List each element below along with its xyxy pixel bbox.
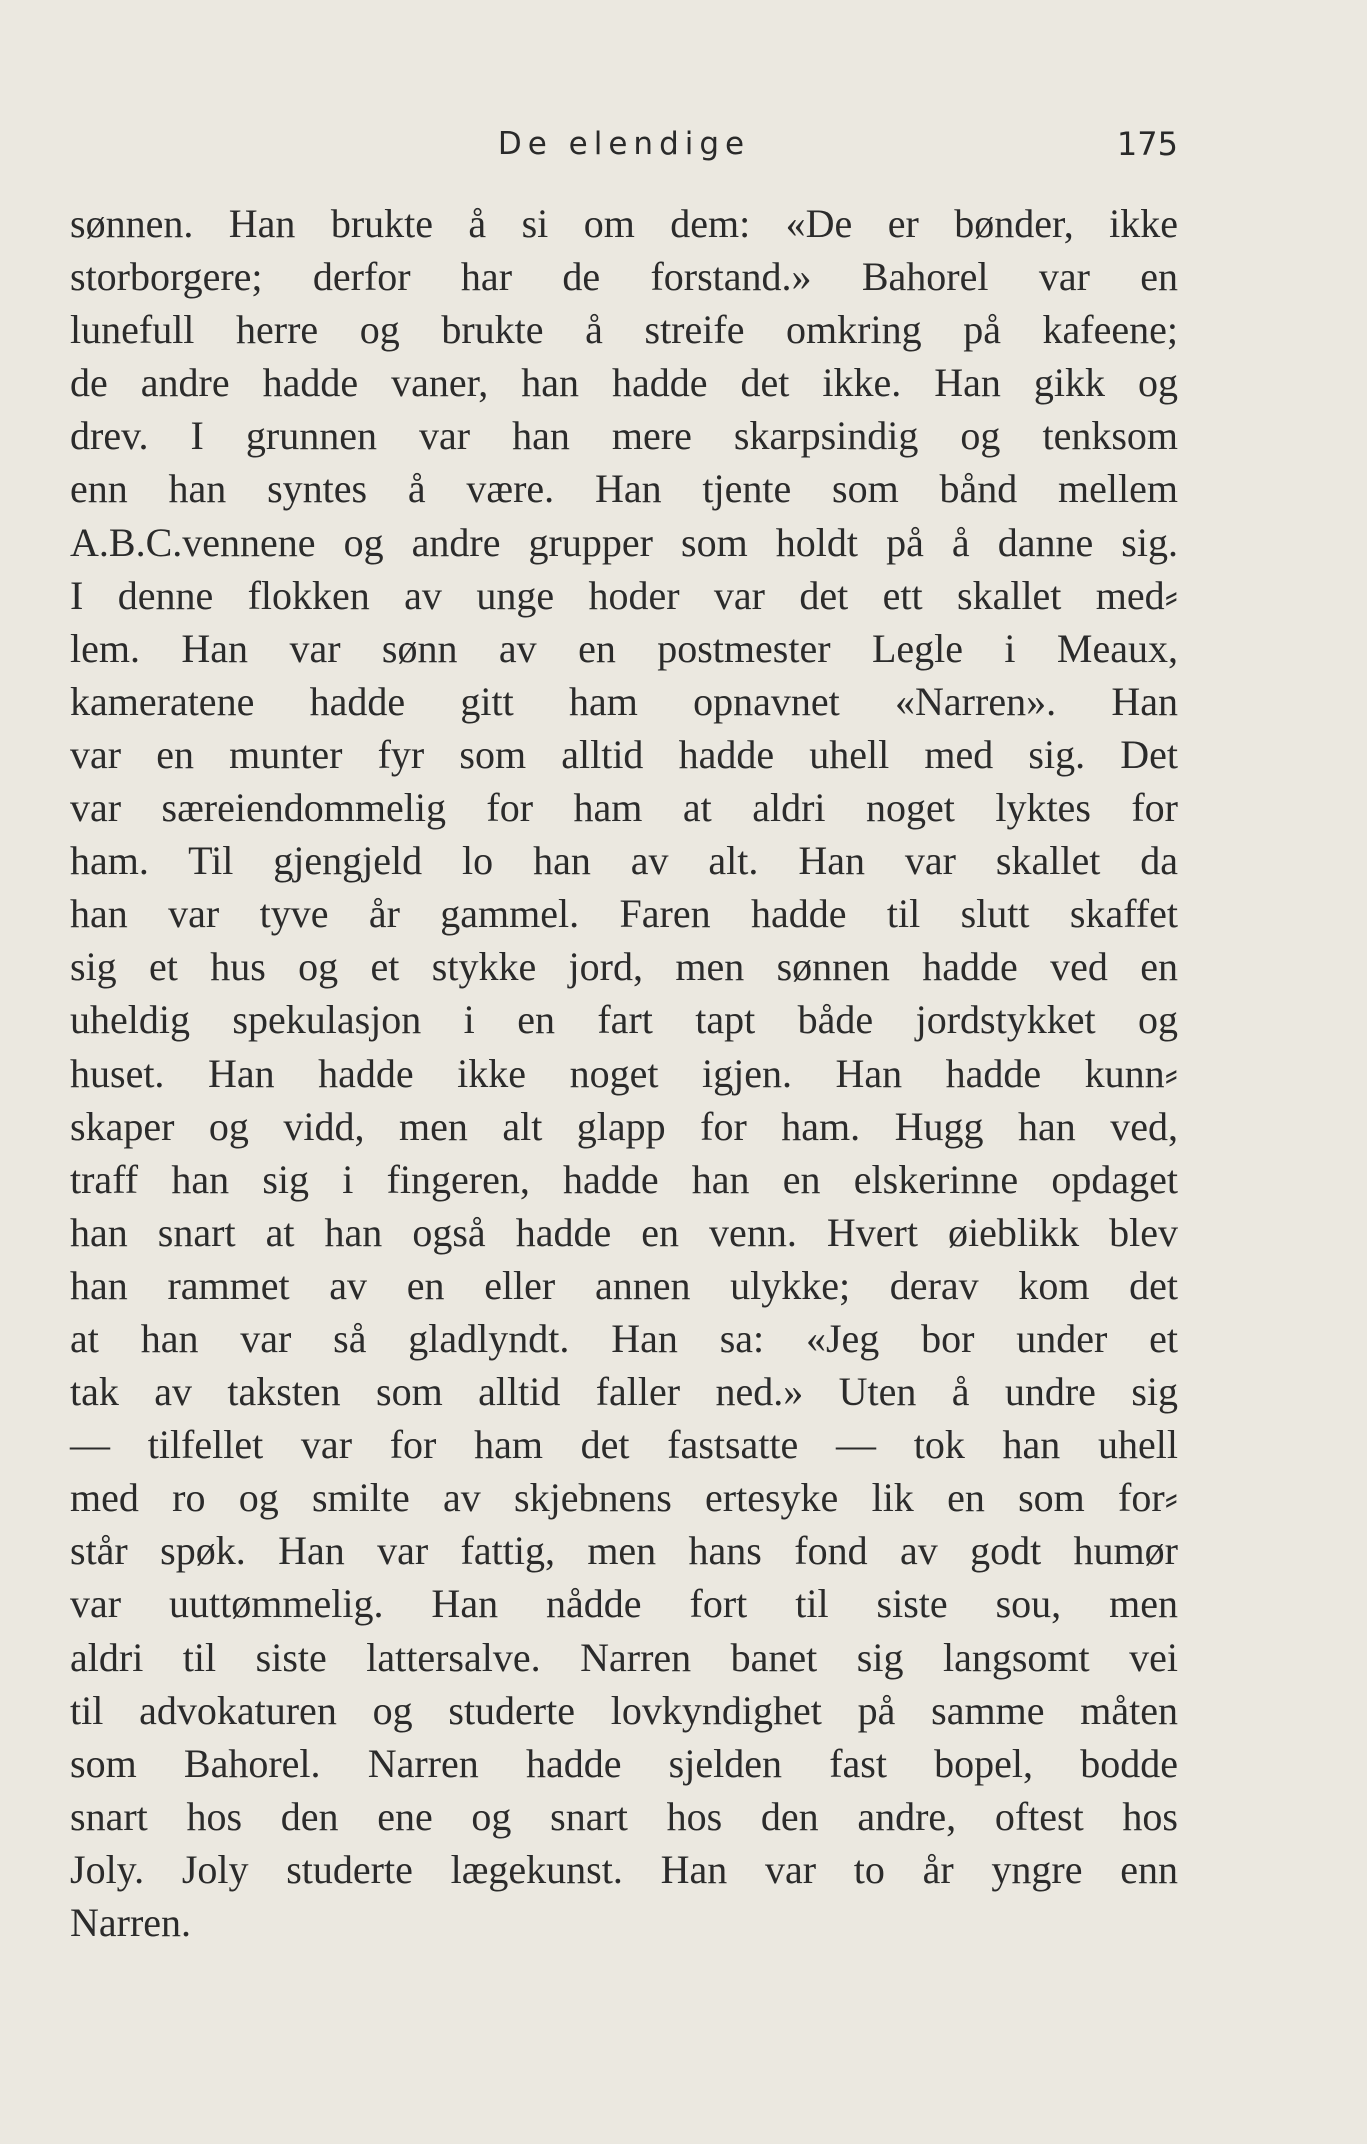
text-line: han var tyve år gammel. Faren hadde til slutt skaffet: [70, 891, 1178, 937]
text-line: Narren.: [70, 1900, 192, 1945]
text-line: — tilfellet var for ham det fastsatte — tok han uhell: [70, 1422, 1178, 1468]
text-line: var særeiendommelig for ham at aldri noget lyktes for: [70, 785, 1178, 831]
text-line: med ro og smilte av skjebnens ertesyke lik en som for⸗: [70, 1475, 1178, 1521]
text-line: står spøk. Han var fattig, men hans fond av godt humør: [70, 1528, 1178, 1574]
text-line: han snart at han også hadde en venn. Hvert øieblikk blev: [70, 1209, 1178, 1255]
body-text: [70, 197, 1178, 1949]
text-line: huset. Han hadde ikke noget igjen. Han hadde kunn⸗: [70, 1050, 1178, 1096]
text-line: var en munter fyr som alltid hadde uhell med sig. Det: [70, 731, 1178, 777]
text-line: drev. I grunnen var han mere skarpsindig og tenksom: [70, 413, 1178, 459]
text-line: enn han syntes å være. Han tjente som bånd mellem: [70, 466, 1178, 512]
text-line: som Bahorel. Narren hadde sjelden fast bopel, bodde: [70, 1740, 1178, 1786]
text-line: de andre hadde vaner, han hadde det ikke. Han gikk og: [70, 360, 1178, 406]
text-line: I denne flokken av unge hoder var det ett skallet med⸗: [70, 572, 1178, 618]
text-line: ham. Til gjengjeld lo han av alt. Han var skallet da: [70, 838, 1178, 884]
text-line: sig et hus og et stykke jord, men sønnen hadde ved en: [70, 944, 1178, 990]
text-line: sønnen. Han brukte å si om dem: «De er bønder, ikke: [70, 201, 1178, 246]
text-line: at han var så gladlyndt. Han sa: «Jeg bor under et: [70, 1315, 1178, 1361]
text-line: aldri til siste lattersalve. Narren banet sig langsomt vei: [70, 1634, 1178, 1680]
text-line: lem. Han var sønn av en postmester Legle i Meaux,: [70, 625, 1178, 671]
text-line: storborgere; derfor har de forstand.» Bahorel var en: [70, 254, 1178, 300]
text-line: kameratene hadde gitt ham opnavnet «Narren». Han: [70, 678, 1178, 724]
text-line: traff han sig i fingeren, hadde han en elskerinne opdaget: [70, 1156, 1178, 1202]
text-line: uheldig spekulasjon i en fart tapt både jordstykket og: [70, 997, 1178, 1043]
text-line: Joly. Joly studerte lægekunst. Han var to år yngre enn: [70, 1846, 1178, 1892]
text-line: tak av taksten som alltid faller ned.» Uten å undre sig: [70, 1369, 1178, 1415]
page-header: [70, 116, 1178, 172]
text-line: lunefull herre og brukte å streife omkring på kafeene;: [70, 307, 1178, 353]
text-line: var uuttømmelig. Han nådde fort til siste sou, men: [70, 1581, 1178, 1627]
running-title: De elendige: [497, 126, 751, 162]
text-line: snart hos den ene og snart hos den andre, oftest hos: [70, 1793, 1178, 1839]
text-line: til advokaturen og studerte lovkyndighet på samme måten: [70, 1687, 1178, 1733]
text-line: A.B.C.vennene og andre grupper som holdt på å danne sig.: [70, 519, 1178, 565]
text-line: han rammet av en eller annen ulykke; derav kom det: [70, 1262, 1178, 1308]
page-number: 175: [1116, 125, 1178, 163]
text-line: skaper og vidd, men alt glapp for ham. Hugg han ved,: [70, 1103, 1178, 1149]
